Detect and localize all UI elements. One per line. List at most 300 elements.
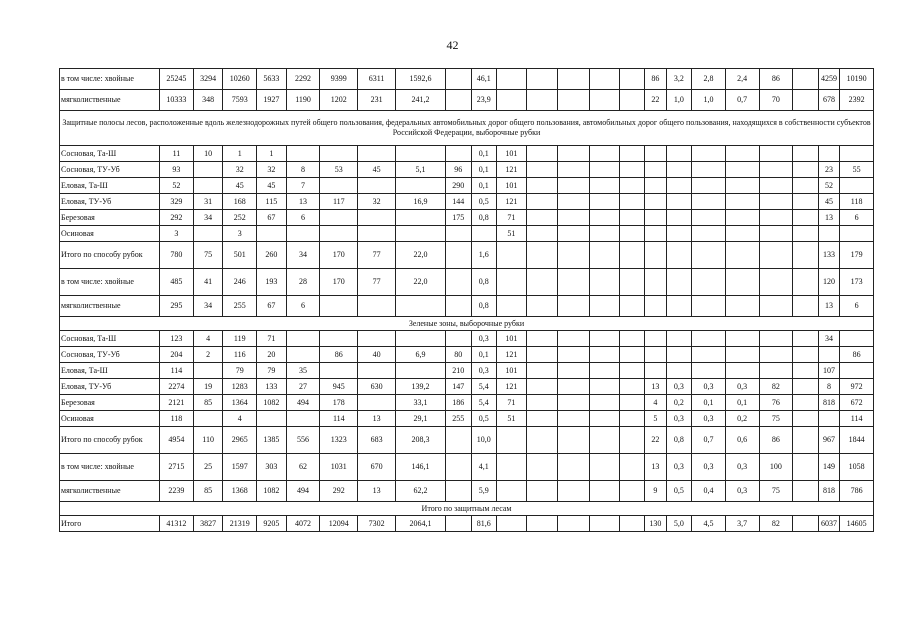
table-cell: 2064,1 <box>395 516 445 532</box>
table-cell <box>645 269 666 296</box>
table-cell <box>589 162 619 178</box>
table-cell <box>759 331 793 347</box>
row-label: мягколиственные <box>60 90 160 111</box>
table-cell <box>692 242 726 269</box>
table-cell <box>589 481 619 502</box>
table-cell <box>286 331 320 347</box>
table-cell: 149 <box>818 454 839 481</box>
table-cell: 22 <box>645 90 666 111</box>
table-cell: 972 <box>840 379 874 395</box>
table-cell: 0,3 <box>725 454 759 481</box>
table-cell: 19 <box>193 379 223 395</box>
table-cell: 0,3 <box>725 481 759 502</box>
table-cell <box>446 481 472 502</box>
table-cell <box>526 242 558 269</box>
table-cell: 818 <box>818 481 839 502</box>
table-cell <box>793 379 819 395</box>
table-cell: 107 <box>818 363 839 379</box>
table-cell <box>320 363 358 379</box>
table-cell: 114 <box>840 411 874 427</box>
section-title: Итого по защитным лесам <box>60 502 874 516</box>
table-row <box>60 427 874 454</box>
table-cell: 133 <box>257 379 287 395</box>
table-cell <box>526 454 558 481</box>
table-cell: 71 <box>497 395 527 411</box>
table-cell: 14605 <box>840 516 874 532</box>
table-cell <box>589 347 619 363</box>
table-cell: 1385 <box>257 427 287 454</box>
table-cell <box>759 269 793 296</box>
row-label: Сосновая, ТУ-Уб <box>60 162 160 178</box>
table-cell <box>793 90 819 111</box>
table-cell <box>692 296 726 317</box>
table-cell: 231 <box>358 90 396 111</box>
section-header-row <box>60 502 874 516</box>
table-cell <box>358 363 396 379</box>
table-cell: 77 <box>358 242 396 269</box>
table-cell <box>558 178 590 194</box>
table-cell: 101 <box>497 178 527 194</box>
table-cell <box>395 210 445 226</box>
table-cell: 10190 <box>840 69 874 90</box>
table-cell <box>446 242 472 269</box>
table-cell <box>446 269 472 296</box>
table-cell <box>589 379 619 395</box>
table-cell: 120 <box>818 269 839 296</box>
table-cell <box>692 162 726 178</box>
table-cell <box>558 69 590 90</box>
table-cell <box>526 210 558 226</box>
table-cell <box>666 146 692 162</box>
table-cell <box>395 296 445 317</box>
table-cell <box>759 178 793 194</box>
table-cell <box>358 210 396 226</box>
table-cell: 77 <box>358 269 396 296</box>
table-row <box>60 454 874 481</box>
table-cell <box>526 427 558 454</box>
table-cell <box>725 146 759 162</box>
table-cell: 118 <box>840 194 874 210</box>
table-cell: 295 <box>160 296 194 317</box>
table-cell: 10,0 <box>471 427 497 454</box>
table-cell <box>589 210 619 226</box>
row-label: Итого <box>60 516 160 532</box>
table-cell: 1082 <box>257 395 287 411</box>
table-cell <box>666 347 692 363</box>
table-cell <box>558 210 590 226</box>
table-cell <box>666 242 692 269</box>
table-cell: 179 <box>840 242 874 269</box>
table-cell: 1,6 <box>471 242 497 269</box>
table-cell <box>793 69 819 90</box>
table-cell: 75 <box>759 411 793 427</box>
table-cell <box>358 178 396 194</box>
table-cell: 494 <box>286 395 320 411</box>
table-cell: 2,8 <box>692 69 726 90</box>
table-cell <box>645 363 666 379</box>
table-cell: 5,1 <box>395 162 445 178</box>
table-cell: 3 <box>223 226 257 242</box>
table-cell <box>793 516 819 532</box>
row-label: мягколиственные <box>60 296 160 317</box>
table-cell: 0,7 <box>692 427 726 454</box>
table-cell <box>645 226 666 242</box>
row-label: Осиновая <box>60 411 160 427</box>
table-cell: 556 <box>286 427 320 454</box>
table-cell: 22,0 <box>395 242 445 269</box>
table-cell <box>446 427 472 454</box>
table-cell <box>725 210 759 226</box>
table-cell: 71 <box>257 331 287 347</box>
table-cell: 13 <box>358 481 396 502</box>
table-cell <box>526 296 558 317</box>
table-cell: 86 <box>840 347 874 363</box>
table-cell <box>793 363 819 379</box>
section-title: Защитные полосы лесов, расположенные вдоль железнодорожных путей общего пользования, федеральных автомобильных дорог общего пользования, автомобильных дорог общего пользования, находящихся в собственности субъектов Российской Федерации, выборочные рубки <box>60 111 874 146</box>
table-cell <box>589 90 619 111</box>
table-cell <box>526 178 558 194</box>
table-cell: 82 <box>759 379 793 395</box>
table-cell <box>526 226 558 242</box>
table-cell: 780 <box>160 242 194 269</box>
table-cell <box>793 242 819 269</box>
table-cell: 0,1 <box>471 178 497 194</box>
table-cell <box>666 162 692 178</box>
table-cell <box>840 363 874 379</box>
table-cell <box>320 226 358 242</box>
table-cell <box>193 363 223 379</box>
table-cell <box>526 90 558 111</box>
table-cell: 67 <box>257 210 287 226</box>
table-cell <box>395 331 445 347</box>
table-cell: 6 <box>840 210 874 226</box>
table-cell: 147 <box>446 379 472 395</box>
table-cell: 170 <box>320 269 358 296</box>
table-cell: 7302 <box>358 516 396 532</box>
table-cell: 7 <box>286 178 320 194</box>
section-title: Зеленые зоны, выборочные рубки <box>60 317 874 331</box>
table-cell <box>666 194 692 210</box>
table-cell <box>497 90 527 111</box>
table-cell <box>692 226 726 242</box>
table-cell <box>725 178 759 194</box>
table-cell <box>692 210 726 226</box>
table-cell: 4,1 <box>471 454 497 481</box>
table-cell <box>558 427 590 454</box>
table-cell <box>589 296 619 317</box>
table-cell: 0,2 <box>725 411 759 427</box>
table-cell <box>526 194 558 210</box>
table-cell: 0,3 <box>725 379 759 395</box>
table-cell <box>793 269 819 296</box>
table-cell: 28 <box>286 269 320 296</box>
table-cell: 672 <box>840 395 874 411</box>
table-cell: 0,8 <box>471 269 497 296</box>
table-cell <box>193 178 223 194</box>
table-cell: 34 <box>818 331 839 347</box>
table-cell <box>446 331 472 347</box>
table-cell: 23,9 <box>471 90 497 111</box>
table-cell <box>666 178 692 194</box>
table-cell <box>358 331 396 347</box>
table-cell: 967 <box>818 427 839 454</box>
table-cell: 945 <box>320 379 358 395</box>
table-cell: 1190 <box>286 90 320 111</box>
table-cell <box>692 146 726 162</box>
table-cell: 303 <box>257 454 287 481</box>
table-cell <box>526 363 558 379</box>
table-cell <box>818 226 839 242</box>
table-cell: 0,5 <box>471 194 497 210</box>
table-cell <box>818 411 839 427</box>
table-cell: 100 <box>759 454 793 481</box>
table-cell <box>725 242 759 269</box>
table-cell <box>358 146 396 162</box>
table-cell: 62 <box>286 454 320 481</box>
table-cell: 123 <box>160 331 194 347</box>
table-cell: 1368 <box>223 481 257 502</box>
table-cell <box>725 331 759 347</box>
table-cell: 260 <box>257 242 287 269</box>
table-cell: 67 <box>257 296 287 317</box>
table-cell: 1283 <box>223 379 257 395</box>
table-cell <box>526 347 558 363</box>
page-number: 42 <box>446 38 459 52</box>
row-label: в том числе: хвойные <box>60 454 160 481</box>
table-cell: 246 <box>223 269 257 296</box>
table-cell <box>358 296 396 317</box>
table-cell: 6,9 <box>395 347 445 363</box>
table-cell <box>619 481 645 502</box>
table-cell: 121 <box>497 194 527 210</box>
table-cell <box>759 210 793 226</box>
table-cell: 0,3 <box>692 454 726 481</box>
table-cell: 71 <box>497 210 527 226</box>
table-cell: 12094 <box>320 516 358 532</box>
table-cell: 3,2 <box>666 69 692 90</box>
table-cell: 255 <box>446 411 472 427</box>
row-label: Итого по способу рубок <box>60 427 160 454</box>
table-cell: 75 <box>759 481 793 502</box>
table-cell <box>358 226 396 242</box>
table-cell <box>666 226 692 242</box>
table-cell <box>619 194 645 210</box>
table-cell: 23 <box>818 162 839 178</box>
table-cell: 8 <box>286 162 320 178</box>
table-cell <box>589 226 619 242</box>
table-row <box>60 90 874 111</box>
table-cell: 144 <box>446 194 472 210</box>
table-cell: 0,1 <box>471 162 497 178</box>
table-row <box>60 363 874 379</box>
table-cell: 818 <box>818 395 839 411</box>
row-label: Еловая, Та-Ш <box>60 363 160 379</box>
table-cell <box>645 146 666 162</box>
table-cell: 75 <box>193 242 223 269</box>
table-cell: 0,4 <box>692 481 726 502</box>
row-label: Еловая, ТУ-Уб <box>60 194 160 210</box>
table-cell <box>526 481 558 502</box>
table-cell <box>840 178 874 194</box>
table-cell: 208,3 <box>395 427 445 454</box>
table-cell <box>286 411 320 427</box>
table-cell <box>589 242 619 269</box>
table-cell: 85 <box>193 395 223 411</box>
table-cell: 7593 <box>223 90 257 111</box>
table-cell <box>589 69 619 90</box>
table-cell <box>818 146 839 162</box>
table-cell <box>793 296 819 317</box>
table-cell <box>589 194 619 210</box>
table-cell: 11 <box>160 146 194 162</box>
table-cell <box>619 454 645 481</box>
table-cell <box>320 296 358 317</box>
table-cell: 2121 <box>160 395 194 411</box>
table-cell <box>497 242 527 269</box>
table-cell <box>320 210 358 226</box>
table-cell <box>725 194 759 210</box>
table-cell <box>619 516 645 532</box>
table-cell <box>320 146 358 162</box>
table-cell <box>558 331 590 347</box>
table-cell <box>446 226 472 242</box>
table-cell: 5 <box>645 411 666 427</box>
table-cell <box>619 162 645 178</box>
table-cell: 114 <box>320 411 358 427</box>
table-cell: 76 <box>759 395 793 411</box>
table-cell: 0,8 <box>471 296 497 317</box>
table-cell: 5,0 <box>666 516 692 532</box>
table-cell: 33,1 <box>395 395 445 411</box>
table-cell: 25245 <box>160 69 194 90</box>
forest-table <box>59 68 874 532</box>
table-cell: 168 <box>223 194 257 210</box>
table-row <box>60 347 874 363</box>
table-cell <box>840 226 874 242</box>
table-cell: 4 <box>645 395 666 411</box>
table-cell: 115 <box>257 194 287 210</box>
table-cell <box>692 269 726 296</box>
table-cell: 29,1 <box>395 411 445 427</box>
table-cell <box>497 269 527 296</box>
table-cell: 53 <box>320 162 358 178</box>
table-cell: 139,2 <box>395 379 445 395</box>
row-label: Осиновая <box>60 226 160 242</box>
table-cell: 2239 <box>160 481 194 502</box>
table-cell: 10333 <box>160 90 194 111</box>
table-cell <box>619 296 645 317</box>
table-cell: 121 <box>497 379 527 395</box>
table-cell: 9205 <box>257 516 287 532</box>
table-cell: 2,4 <box>725 69 759 90</box>
table-cell: 25 <box>193 454 223 481</box>
table-cell: 670 <box>358 454 396 481</box>
table-cell: 6037 <box>818 516 839 532</box>
table-cell: 34 <box>193 296 223 317</box>
table-cell: 110 <box>193 427 223 454</box>
row-label: Березовая <box>60 395 160 411</box>
table-cell <box>526 146 558 162</box>
table-cell: 0,7 <box>725 90 759 111</box>
table-cell <box>257 226 287 242</box>
table-cell: 175 <box>446 210 472 226</box>
table-cell: 170 <box>320 242 358 269</box>
table-cell: 101 <box>497 331 527 347</box>
table-cell: 4072 <box>286 516 320 532</box>
table-row <box>60 178 874 194</box>
table-cell <box>395 146 445 162</box>
table-cell: 204 <box>160 347 194 363</box>
table-cell: 13 <box>818 210 839 226</box>
table-cell: 114 <box>160 363 194 379</box>
table-cell: 0,5 <box>471 411 497 427</box>
section-header-row <box>60 111 874 146</box>
table-cell: 86 <box>759 427 793 454</box>
table-cell: 34 <box>193 210 223 226</box>
table-cell: 786 <box>840 481 874 502</box>
table-cell: 1 <box>223 146 257 162</box>
table-cell <box>793 210 819 226</box>
table-cell: 13 <box>286 194 320 210</box>
table-cell: 6 <box>286 296 320 317</box>
table-cell <box>558 481 590 502</box>
table-cell: 2292 <box>286 69 320 90</box>
table-cell <box>759 226 793 242</box>
table-cell <box>793 146 819 162</box>
table-cell <box>558 363 590 379</box>
table-cell <box>558 296 590 317</box>
table-cell: 0,2 <box>666 395 692 411</box>
table-cell <box>793 481 819 502</box>
table-cell: 485 <box>160 269 194 296</box>
table-cell <box>589 516 619 532</box>
table-cell <box>497 296 527 317</box>
table-cell <box>497 427 527 454</box>
table-row <box>60 269 874 296</box>
table-cell: 22 <box>645 427 666 454</box>
table-cell: 34 <box>286 242 320 269</box>
table-cell: 118 <box>160 411 194 427</box>
table-cell <box>446 516 472 532</box>
table-cell: 79 <box>257 363 287 379</box>
table-cell <box>619 226 645 242</box>
table-row <box>60 411 874 427</box>
table-cell: 10 <box>193 146 223 162</box>
table-cell: 6311 <box>358 69 396 90</box>
table-cell <box>793 395 819 411</box>
table-cell <box>619 269 645 296</box>
table-cell: 20 <box>257 347 287 363</box>
table-cell: 4 <box>223 411 257 427</box>
table-cell: 5633 <box>257 69 287 90</box>
table-cell: 51 <box>497 411 527 427</box>
table-cell <box>759 146 793 162</box>
table-cell <box>725 363 759 379</box>
table-cell <box>526 411 558 427</box>
table-cell <box>558 395 590 411</box>
table-cell <box>395 226 445 242</box>
table-cell <box>666 296 692 317</box>
table-cell: 10260 <box>223 69 257 90</box>
table-row <box>60 481 874 502</box>
table-cell: 329 <box>160 194 194 210</box>
table-cell: 82 <box>759 516 793 532</box>
table-cell <box>497 481 527 502</box>
table-cell: 186 <box>446 395 472 411</box>
table-cell: 290 <box>446 178 472 194</box>
table-cell <box>589 454 619 481</box>
table-cell: 45 <box>358 162 396 178</box>
